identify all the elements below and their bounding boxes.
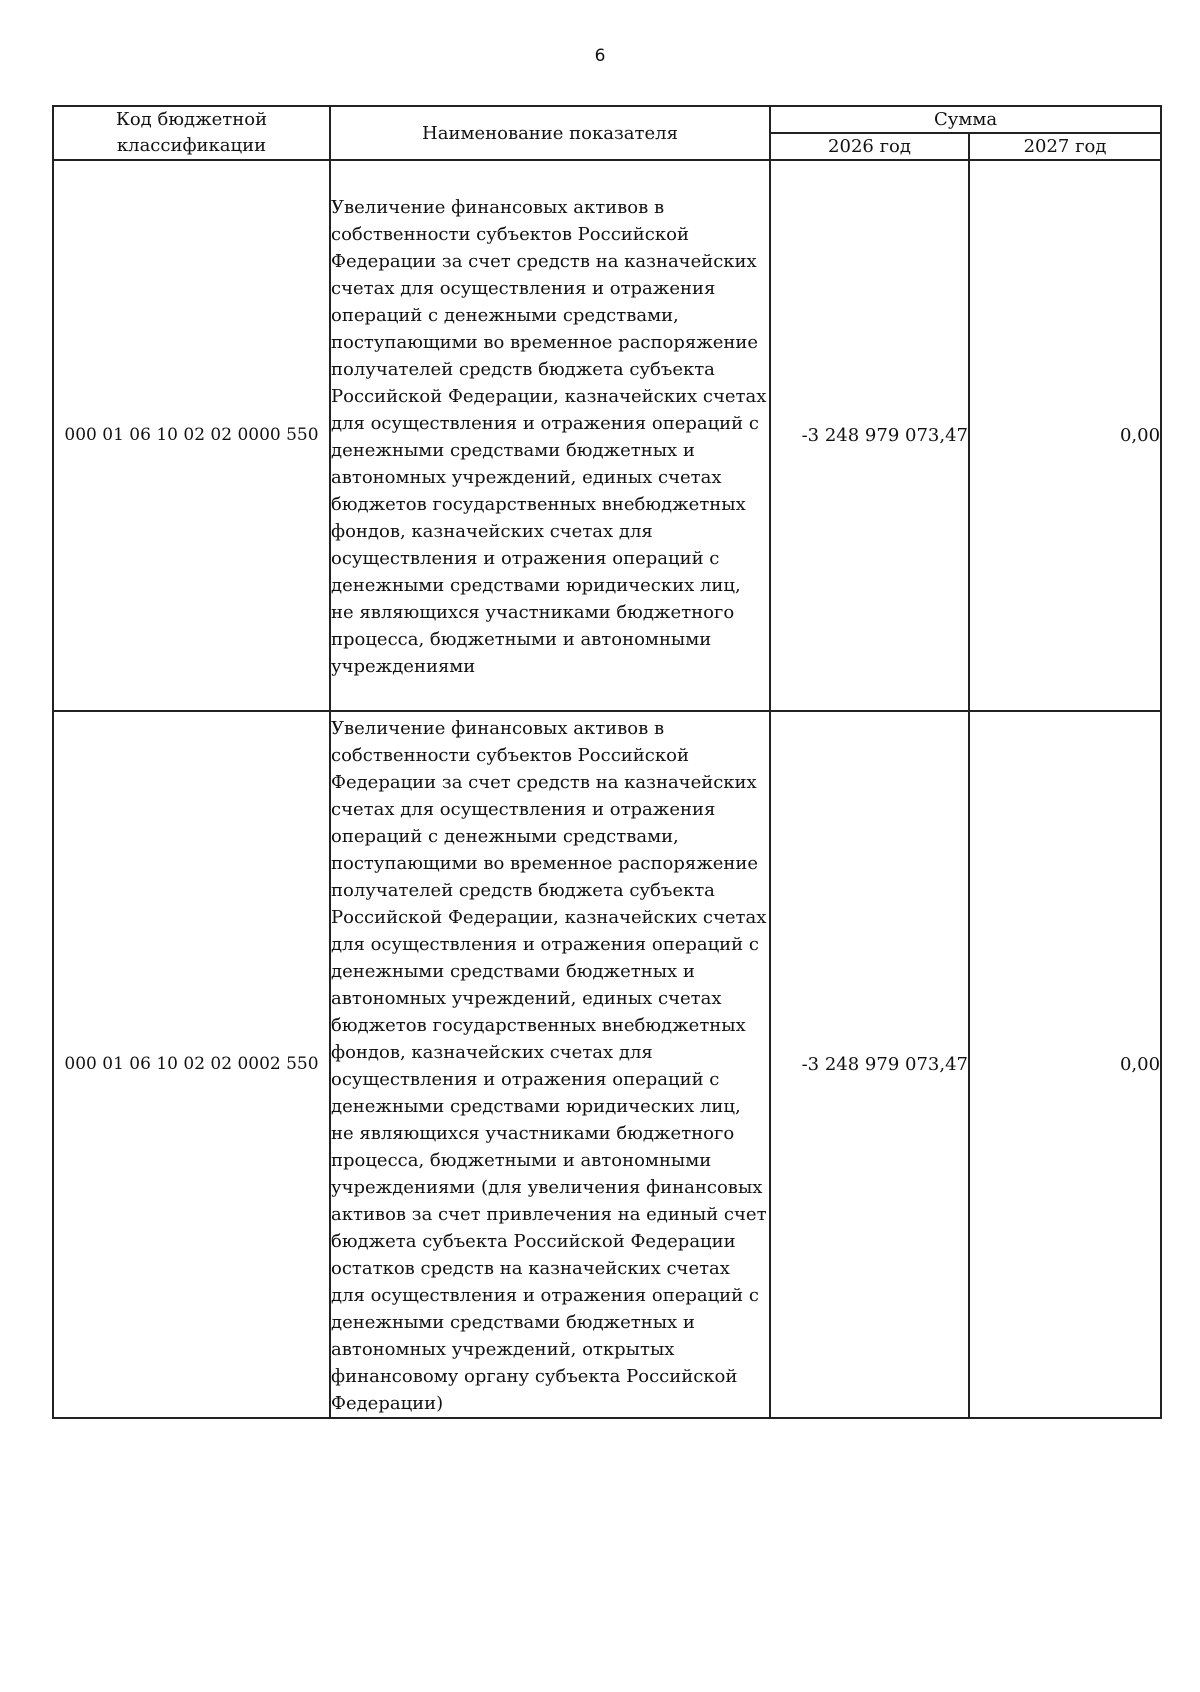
row-name: Увеличение финансовых активов в собственности субъектов Российской Федерации за счет средств на казначейских счетах для осуществления и отражения операций с денежными средствами, поступающими во временное распоряжение получателей средств бюджета субъекта Российской Федерации, казначейских счетах для осуществления и отражения операций с денежными средствами бюджетных и автономных учреждений, единых счетах бюджетов государственных внебюджетных фондов, казначейских счетах для осуществления и отражения операций с денежными средствами юридических лиц, не являющихся участниками бюджетного процесса, бюджетными и автономными учреждениями (для увеличения финансовых активов за счет привлечения на единый счет бюджета субъекта Российской Федерации остатков средств на казначейских счетах для осуществления и отражения операций с денежными средствами бюджетных и автономных учреждений, открытых финансовому органу субъекта Российской Федерации) bbox=[330, 711, 770, 1418]
row-amount-2027: 0,00 bbox=[969, 711, 1161, 1418]
row-amount-2026: -3 248 979 073,47 bbox=[770, 711, 969, 1418]
table-row bbox=[53, 160, 1161, 711]
header-name: Наименование показателя bbox=[330, 106, 770, 160]
header-code: Код бюджетной классификации bbox=[53, 106, 330, 160]
header-sum: Сумма bbox=[770, 106, 1161, 133]
table-row bbox=[53, 711, 1161, 1418]
row-amount-2027: 0,00 bbox=[969, 160, 1161, 711]
header-year-2026: 2026 год bbox=[770, 133, 969, 160]
row-amount-2026: -3 248 979 073,47 bbox=[770, 160, 969, 711]
header-year-2027: 2027 год bbox=[969, 133, 1161, 160]
row-code: 000 01 06 10 02 02 0000 550 bbox=[53, 160, 330, 711]
row-code: 000 01 06 10 02 02 0002 550 bbox=[53, 711, 330, 1418]
row-name: Увеличение финансовых активов в собственности субъектов Российской Федерации за счет средств на казначейских счетах для осуществления и отражения операций с денежными средствами, поступающими во временное распоряжение получателей средств бюджета субъекта Российской Федерации, казначейских счетах для осуществления и отражения операций с денежными средствами бюджетных и автономных учреждений, единых счетах бюджетов государственных внебюджетных фондов, казначейских счетах для осуществления и отражения операций с денежными средствами юридических лиц, не являющихся участниками бюджетного процесса, бюджетными и автономными учреждениями bbox=[330, 160, 770, 711]
budget-table bbox=[52, 105, 1162, 1419]
page-number: 6 bbox=[594, 46, 606, 66]
